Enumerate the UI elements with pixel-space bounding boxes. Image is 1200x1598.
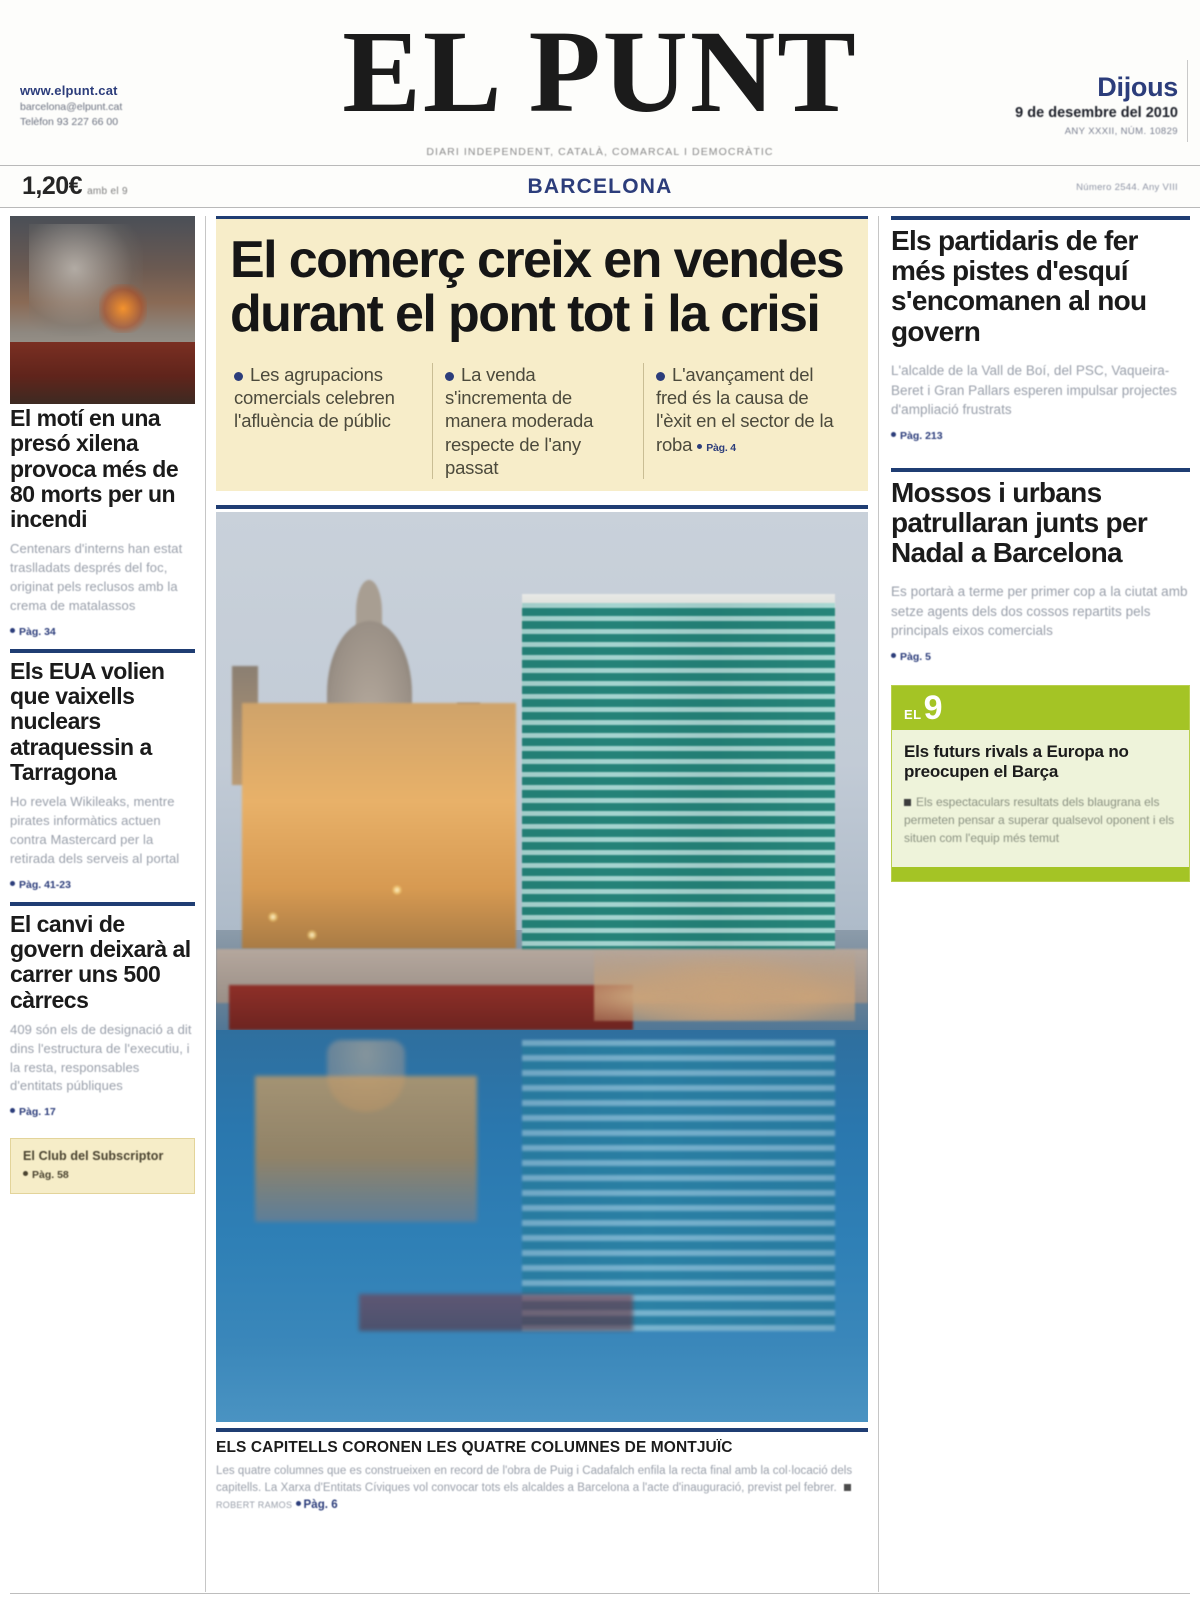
issue-year-number: ANY XXXII, NÚM. 10829	[1064, 126, 1178, 137]
price-bar	[0, 166, 1200, 208]
bullet-dot-icon	[10, 1108, 15, 1113]
cover-price-value: 1,20€	[22, 172, 83, 200]
lead-bullet-1[interactable]	[230, 363, 432, 479]
photo-fire-glow	[99, 284, 147, 333]
bullet-dot-icon	[23, 1171, 28, 1176]
left-article-3-body: 409 són els de designació a dit dins l'estructura de l'executiu, i la resta, responsables d'entitats públiques	[10, 1021, 192, 1094]
lead-bullet-3-page-label: Pàg. 4	[706, 441, 736, 454]
lead-bullet-3-page-ref[interactable]	[697, 442, 736, 454]
bullet-dot-icon	[445, 372, 454, 381]
subscriber-club-box[interactable]	[10, 1138, 195, 1194]
email-address: barcelona@elpunt.cat	[20, 100, 123, 113]
left-divider-2	[10, 902, 195, 906]
el9-logo	[904, 689, 943, 728]
photo-scaffolded-columns	[522, 603, 835, 967]
photo-reflection-flowers	[359, 1294, 633, 1330]
page-body	[0, 208, 1200, 1598]
subscriber-club-page-label: Pàg. 58	[32, 1169, 69, 1182]
right-article-2-body: Es portarà a terme per primer cop a la ciutat amb setze agents dels dos cossos repartits pels principals eixos comercials	[891, 584, 1188, 639]
photo-palau-nacional	[242, 703, 516, 949]
main-photo-container	[216, 505, 868, 1422]
el9-content	[892, 730, 1189, 857]
right-article-2-page-label: Pàg. 5	[900, 651, 931, 664]
prison-fire-photo	[10, 216, 195, 404]
lead-bullet-3-text: L'avançament del fred és la causa de l'èxit en el sector de la roba	[656, 364, 834, 455]
subscriber-club-page-ref[interactable]	[23, 1169, 182, 1181]
photo-caption-title: ELS CAPITELLS CORONEN LES QUATRE COLUMNES DE MONTJUÏC	[216, 1438, 733, 1456]
left-article-1-body: Centenars d'interns han estat traslladats després del foc, originat pels reclusos amb la crema de matalassos	[10, 541, 183, 614]
left-article-3[interactable]	[10, 912, 195, 1119]
right-article-1[interactable]	[891, 226, 1190, 442]
cover-price-note: amb el 9	[87, 186, 128, 197]
bullet-dot-icon	[296, 1501, 301, 1506]
left-divider-1	[10, 649, 195, 653]
photo-caption-text: Les quatre columnes que es construeixen en record de l'obra de Puig i Cadafalch enfila la recta final amb la col·locació dels capitells. La Xarxa d'Entitats Cíviques vol convocar tots els alcaldes a Barcelona a l'acte d'inauguració, previst pel febrer.	[216, 1464, 853, 1495]
lead-bullet-2-text: La venda s'incrementa de manera moderada respecte de l'any passat	[445, 364, 594, 478]
newspaper-slogan: DIARI INDEPENDENT, CATALÀ, COMARCAL I DEMOCRÀTIC	[426, 146, 774, 158]
photo-caption-page-label: Pàg. 6	[303, 1499, 338, 1512]
masthead	[0, 0, 1200, 166]
right-article-2-page-ref[interactable]	[891, 651, 1190, 663]
caption-divider	[216, 1428, 868, 1432]
left-article-1-page-ref[interactable]	[10, 626, 195, 638]
lead-bullet-list	[230, 363, 854, 479]
phone-number: Telèfon 93 227 66 00	[20, 116, 119, 129]
el9-body-text: Els espectaculars resultats dels blaugrana els permeten pensar a superar qualsevol oponent i els situen com l'equip més temut	[904, 794, 1175, 845]
photo-reflection-palau	[255, 1076, 477, 1222]
right-article-1-headline: Els partidaris de fer més pistes d'esquí s'encomanen al nou govern	[891, 225, 1147, 347]
left-article-2-headline: Els EUA volien que vaixells nuclears atraquessin a Tarragona	[10, 657, 165, 786]
right-divider-1	[891, 216, 1190, 220]
website-link[interactable]: www.elpunt.cat	[20, 83, 118, 98]
left-article-2[interactable]	[10, 659, 195, 891]
right-column	[878, 216, 1190, 1592]
el9-logo-el: EL	[904, 707, 922, 723]
right-article-2[interactable]	[891, 478, 1190, 663]
edition-issue-number: Número 2544. Any VIII	[1076, 182, 1178, 193]
masthead-divider	[1187, 60, 1188, 142]
el9-headline: Els futurs rivals a Europa no preocupen el Barça	[904, 742, 1129, 782]
right-article-2-headline: Mossos i urbans patrullaran junts per Nadal a Barcelona	[891, 476, 1148, 569]
lead-bullet-1-text: Les agrupacions comercials celebren l'afluència de públic	[234, 364, 395, 432]
square-marker-icon	[904, 799, 911, 806]
left-article-3-page-label: Pàg. 17	[19, 1106, 56, 1119]
right-article-1-body: L'alcalde de la Vall de Boí, del PSC, Vaqueira-Beret i Gran Pallars esperen impulsar projectes d'ampliació frustrats	[891, 362, 1177, 418]
montjuic-columns-photo	[216, 512, 868, 1422]
bullet-dot-icon	[891, 432, 896, 437]
photo-credit: ROBERT RAMOS	[216, 1500, 293, 1511]
bullet-dot-icon	[656, 372, 665, 381]
edition-name: BARCELONA	[527, 175, 673, 198]
bullet-dot-icon	[10, 881, 15, 886]
right-article-1-page-ref[interactable]	[891, 430, 1190, 442]
lead-story-box[interactable]	[216, 216, 868, 491]
left-article-1[interactable]	[10, 406, 195, 638]
left-article-2-body: Ho revela Wikileaks, mentre pirates informàtics actuen contra Mastercard per la retirada dels serveis al portal	[10, 794, 180, 866]
left-article-1-headline: El motí en una presó xilena provoca més de 80 morts per un incendi	[10, 405, 179, 533]
lead-bullet-3[interactable]	[643, 363, 854, 479]
publication-date: 9 de desembre del 2010	[1015, 105, 1178, 121]
weekday-label: Dijous	[1097, 72, 1178, 102]
photo-red-flowerbed	[229, 985, 633, 1031]
left-article-2-page-label: Pàg. 41-23	[19, 878, 71, 891]
el9-footer-bar	[892, 867, 1189, 881]
photo-street-lamp-icon	[392, 885, 402, 895]
el9-promo-box[interactable]	[891, 685, 1190, 882]
lead-bullet-2[interactable]	[432, 363, 643, 479]
el9-header-bar	[892, 686, 1189, 730]
center-column	[206, 216, 878, 1592]
photo-caption-page-ref[interactable]	[296, 1499, 338, 1511]
photo-fountain-domes	[594, 939, 855, 1021]
bullet-dot-icon	[891, 653, 896, 658]
masthead-date-block	[948, 74, 1178, 137]
square-marker-icon	[844, 1484, 851, 1491]
bullet-dot-icon	[10, 628, 15, 633]
el9-logo-nine: 9	[923, 689, 943, 728]
bullet-dot-icon	[697, 444, 702, 449]
right-article-1-page-label: Pàg. 213	[900, 429, 943, 442]
subscriber-club-title: El Club del Subscriptor	[23, 1149, 164, 1164]
page-footer-rule	[10, 1593, 1190, 1594]
left-article-3-page-ref[interactable]	[10, 1106, 195, 1118]
newspaper-logo: EL PUNT	[342, 6, 858, 137]
left-article-3-headline: El canvi de govern deixarà al carrer uns 500 càrrecs	[10, 910, 191, 1013]
bullet-dot-icon	[234, 372, 243, 381]
left-article-2-page-ref[interactable]	[10, 879, 195, 891]
photo-reflection-columns	[522, 1040, 835, 1331]
el9-body	[904, 793, 1177, 847]
lead-headline: El comerç creix en vendes durant el pont tot i la crisi	[230, 231, 844, 344]
left-column	[10, 216, 206, 1592]
photo-caption-body	[216, 1463, 868, 1515]
photo-roof-primary	[10, 342, 195, 404]
right-divider-2	[891, 468, 1190, 472]
left-article-1-page-label: Pàg. 34	[19, 625, 56, 638]
